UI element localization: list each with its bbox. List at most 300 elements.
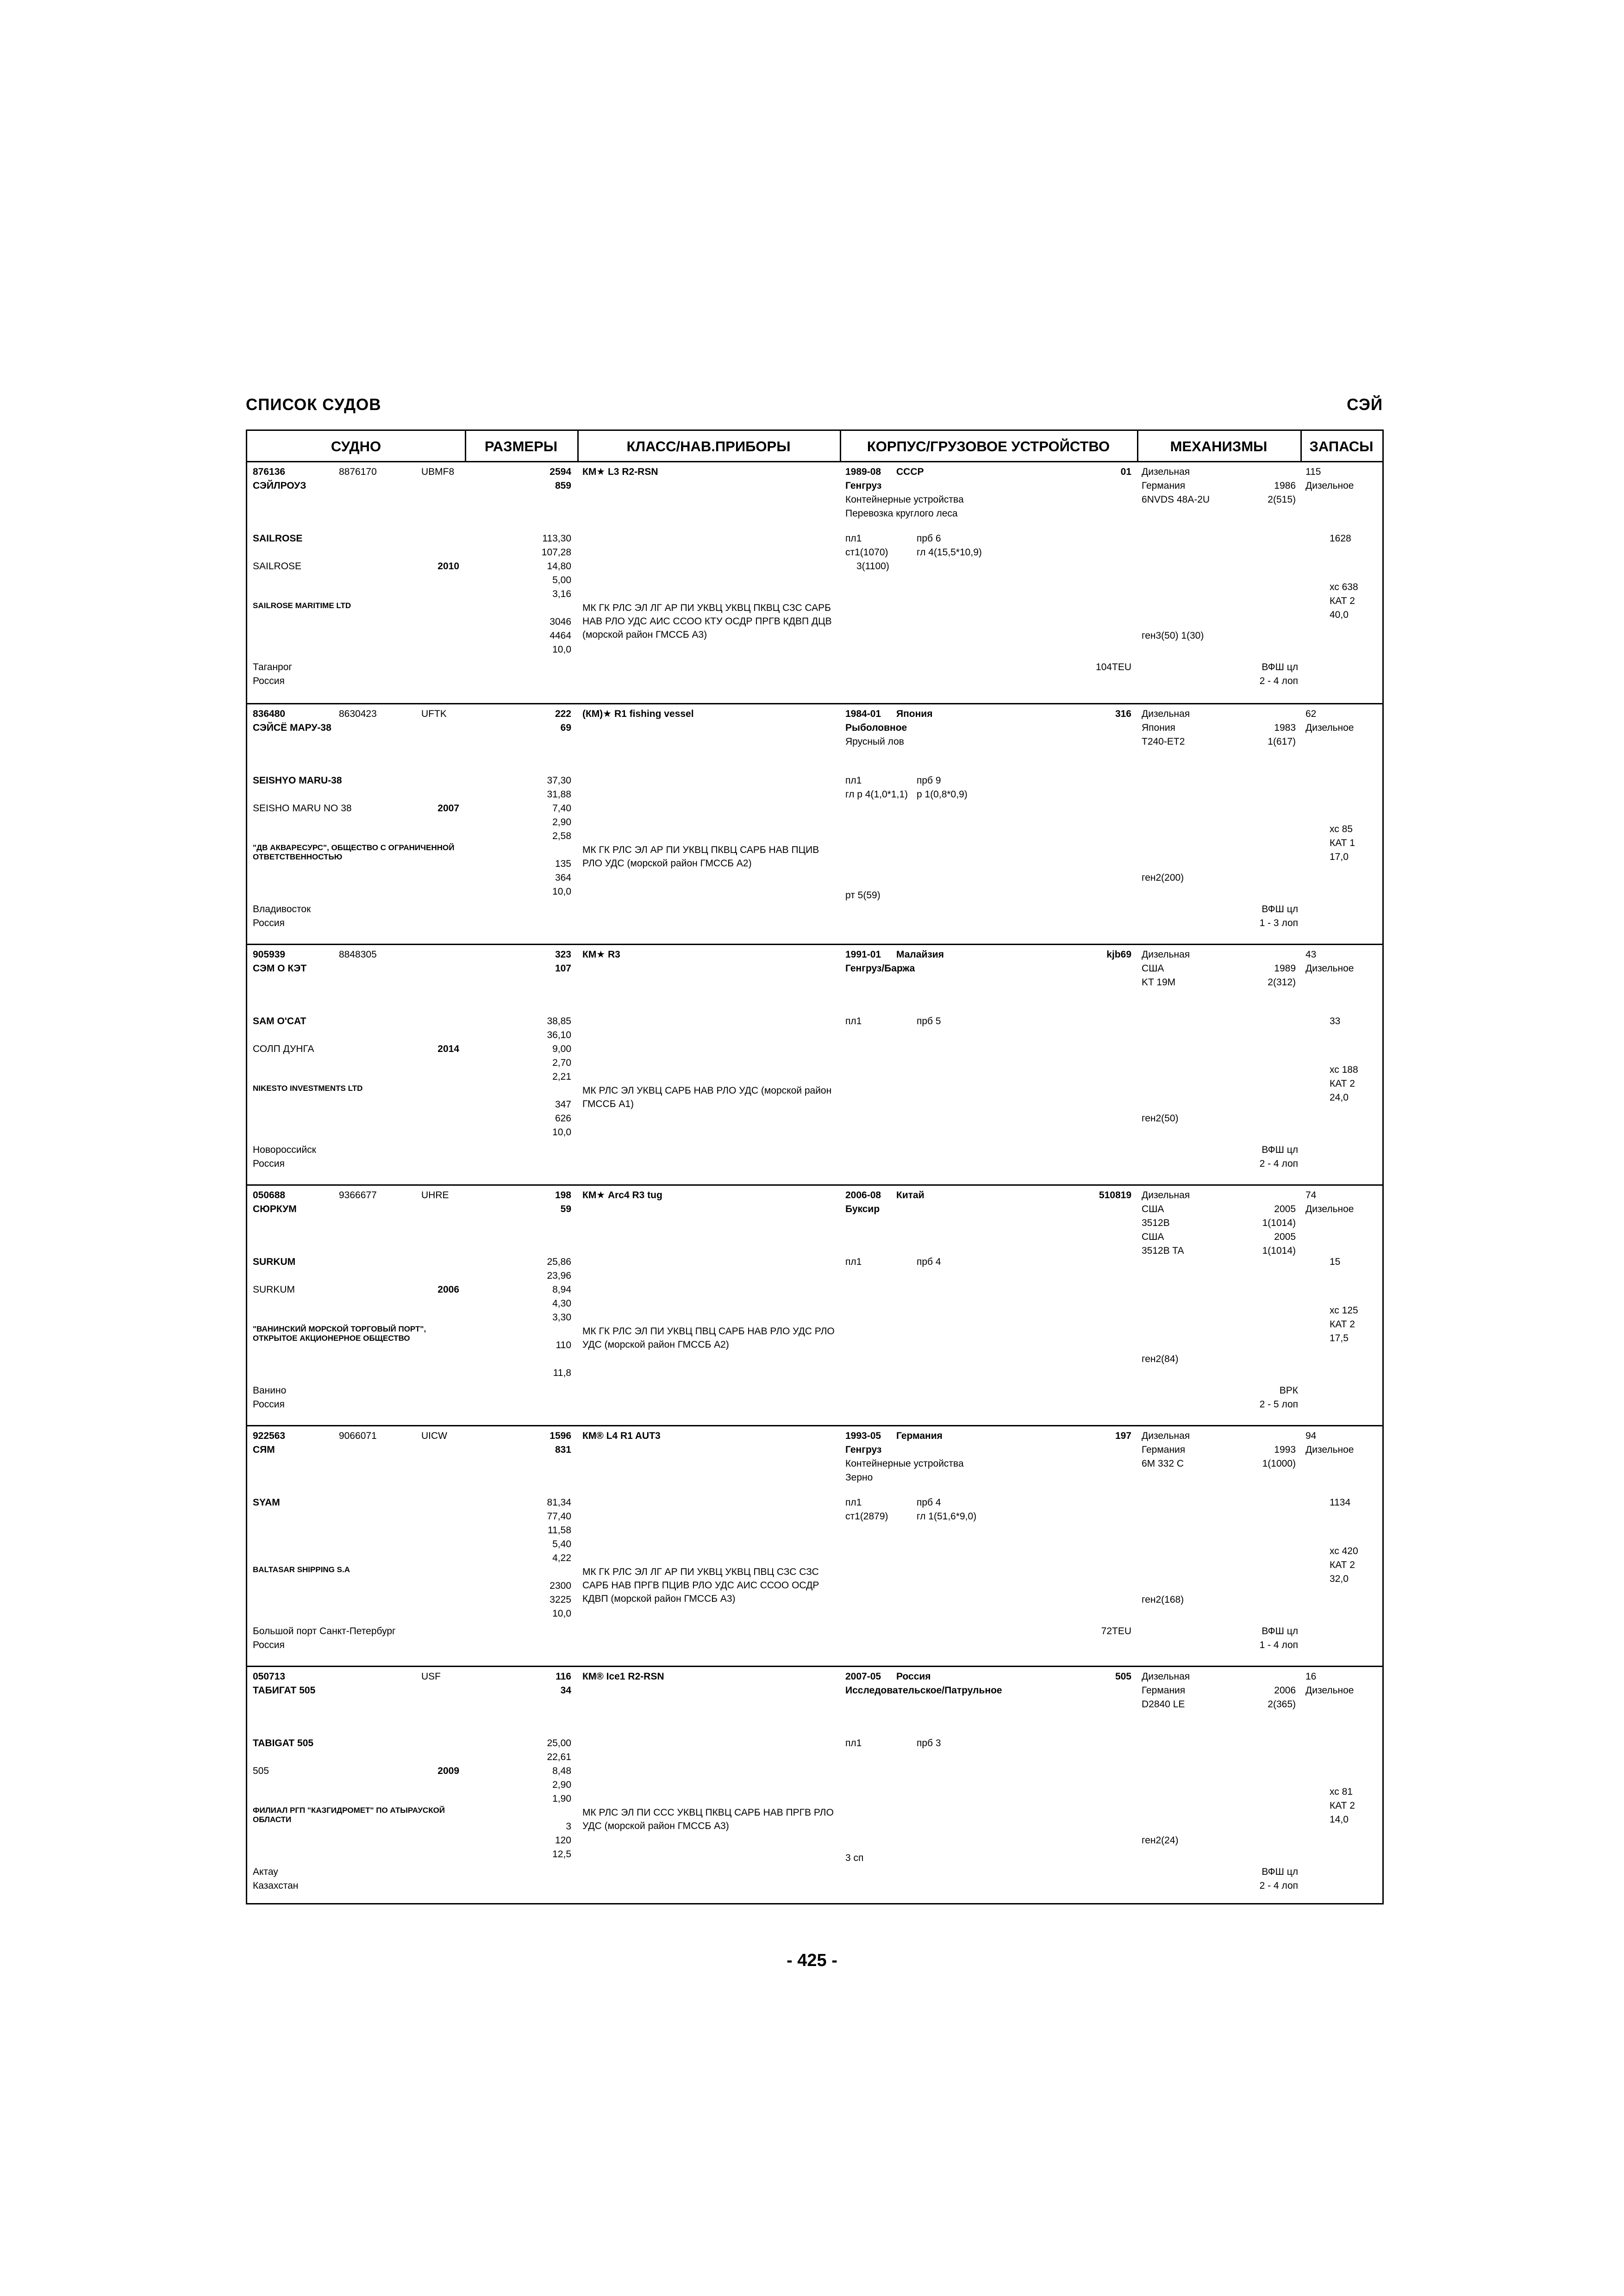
list-item: 14,0	[1330, 1814, 1349, 1825]
vessel-name-ru: СЯМ	[253, 1444, 275, 1455]
propeller-type: ВФШ цл	[1262, 662, 1298, 672]
deck-count: пл1	[845, 533, 862, 544]
propeller-type: ВФШ цл	[1262, 904, 1298, 915]
list-item: 10,0	[552, 1127, 571, 1138]
imo-number: 8630423	[339, 709, 377, 719]
flag-country: Россия	[253, 1158, 285, 1169]
list-item: хс 420	[1330, 1546, 1358, 1556]
deck-detail-2: гл 1(51,6*9,0)	[917, 1511, 977, 1522]
list-item: 25,86	[547, 1257, 571, 1267]
class-notation: КМ★ Arc4 R3 tug	[582, 1190, 662, 1201]
hull-features	[845, 735, 904, 749]
list-item: 31,88	[547, 789, 571, 800]
vessel-record	[247, 462, 1382, 703]
col-header-stores: ЗАПАСЫ	[1300, 431, 1382, 462]
fuel-capacity: 94	[1305, 1431, 1317, 1441]
list-item: 38,85	[547, 1016, 571, 1027]
list-item: хс 81	[1330, 1786, 1353, 1797]
list-item: 11,8	[553, 1368, 571, 1378]
owner: ФИЛИАЛ РГП "КАЗГИДРОМЕТ" ПО АТЫРАУСКОЙ ОБЛАСТИ	[253, 1806, 445, 1824]
engine-type: Дизельная	[1142, 709, 1190, 719]
engine-year: 1983	[1274, 722, 1296, 733]
vessel-name-en: TABIGAT 505	[253, 1738, 314, 1748]
former-name-year: 2014	[437, 1044, 459, 1054]
list-item: Контейнерные устройства	[845, 1458, 964, 1469]
list-item	[497, 843, 571, 857]
reg-number: 836480	[253, 709, 286, 719]
running-head: СЭЙ	[1347, 396, 1383, 414]
nav-equipment: МК ГК РЛС ЭЛ ЛГ АР ПИ УКВЦ УКВЦ ПКВЦ СЗС САРБ НАВ РЛО УДС АИС ССОО КТУ ОСДР ПРГВ КДВП ДЦВ (морской район ГМССБ А3)	[582, 603, 832, 640]
yard-number: kjb69	[1106, 949, 1131, 960]
bulkheads: прб 3	[917, 1738, 941, 1748]
nav-equipment: МК РЛС ЭЛ ПИ ССС УКВЦ ПКВЦ САРБ НАВ ПРГВ РЛО УДС (морской район ГМССБ А3)	[582, 1807, 834, 1831]
col-divider	[577, 431, 579, 462]
fuel-type: Дизельное	[1305, 963, 1354, 974]
vessel-record	[247, 703, 1382, 944]
gross-tonnage: 2594	[550, 467, 571, 477]
propeller-type: ВФШ цл	[1262, 1867, 1298, 1877]
owner: BALTASAR SHIPPING S.A	[253, 1565, 350, 1574]
list-item: 2,70	[552, 1058, 571, 1068]
former-name: SURKUM	[253, 1284, 295, 1295]
propeller-blades: 1 - 4 лоп	[1259, 1640, 1298, 1650]
reg-number: 905939	[253, 949, 286, 960]
list-item: 22,61	[547, 1752, 571, 1762]
class-notation: (КМ)★ R1 fishing vessel	[582, 709, 694, 719]
build-date: 2006-08	[845, 1190, 881, 1201]
engine-country: США	[1142, 1204, 1164, 1214]
list-item: КАТ 2	[1330, 1800, 1355, 1811]
list-item: Зерно	[845, 1472, 873, 1483]
list-item: 120	[555, 1835, 571, 1846]
vessel-record	[247, 1666, 1382, 1906]
vessel-name-ru: СЮРКУМ	[253, 1204, 297, 1214]
propeller-blades: 2 - 4 лоп	[1259, 1158, 1298, 1169]
imo-number: 8848305	[339, 949, 377, 960]
generators: ген3(50) 1(30)	[1142, 630, 1204, 641]
nav-equipment: МК ГК РЛС ЭЛ АР ПИ УКВЦ ПКВЦ САРБ НАВ ПЦИВ РЛО УДС (морской район ГМССБ А2)	[582, 845, 819, 869]
generators: ген2(168)	[1142, 1594, 1184, 1605]
flag-country: Россия	[253, 1399, 285, 1410]
former-name-year: 2007	[437, 803, 459, 814]
engine-count-power: 2(515)	[1268, 494, 1296, 505]
build-country: Китай	[896, 1190, 924, 1201]
list-item: 17,5	[1330, 1333, 1349, 1344]
list-item: КАТ 2	[1330, 1319, 1355, 1330]
build-country: Россия	[896, 1671, 931, 1682]
hull-type: Генгруз/Баржа	[845, 963, 915, 974]
hull-features	[845, 1457, 964, 1485]
bulkheads: прб 5	[917, 1016, 941, 1027]
build-country: СССР	[896, 467, 924, 477]
engine-country: Германия	[1142, 480, 1186, 491]
fuel-capacity: 115	[1305, 467, 1321, 477]
list-item: 5,40	[552, 1539, 571, 1549]
vessel-name-ru: ТАБИГАТ 505	[253, 1685, 316, 1696]
list-item: 12,5	[552, 1849, 571, 1860]
hull-type: Исследовательское/Патрульное	[845, 1685, 1002, 1696]
dimensions-list	[497, 532, 571, 657]
dimensions-list	[497, 774, 571, 899]
list-item: 10,0	[552, 644, 571, 655]
home-port: Большой порт Санкт-Петербург	[253, 1626, 396, 1636]
net-tonnage: 107	[555, 963, 571, 974]
gross-tonnage: 323	[555, 949, 571, 960]
col-header-machinery: МЕХАНИЗМЫ	[1137, 431, 1300, 462]
deck-count: пл1	[845, 775, 862, 786]
deck-detail-3: 3(1100)	[856, 561, 889, 572]
yard-number: 316	[1115, 709, 1131, 719]
deck-detail-1: ст1(1070)	[845, 547, 888, 558]
list-item: 8,48	[552, 1766, 571, 1776]
class-notation: КМ® L4 R1 AUT3	[582, 1431, 661, 1441]
build-country: Германия	[896, 1431, 943, 1441]
engine-country: Япония	[1142, 722, 1175, 733]
former-name-year: 2010	[437, 561, 459, 572]
imo-number: 9366677	[339, 1190, 377, 1201]
engine-model: 6M 332 C	[1142, 1458, 1184, 1469]
yard-number: 197	[1115, 1431, 1131, 1441]
list-item: 11,58	[548, 1525, 571, 1536]
deck-detail-1: гл р 4(1,0*1,1)	[845, 789, 908, 800]
vessel-name-en: SURKUM	[253, 1257, 296, 1267]
engine-model: 6NVDS 48A-2U	[1142, 494, 1210, 505]
dimensions-list	[497, 1255, 571, 1380]
deck-count: пл1	[845, 1738, 862, 1748]
flag-country: Россия	[253, 1640, 285, 1650]
vessel-name-en: SAM O'CAT	[253, 1016, 306, 1027]
list-item	[497, 1352, 571, 1366]
list-item: хс 188	[1330, 1064, 1358, 1075]
engine-country-2: США	[1142, 1232, 1164, 1242]
former-name: 505	[253, 1766, 269, 1776]
flag-country: Казахстан	[253, 1880, 299, 1891]
propeller-type: ВФШ цл	[1262, 1626, 1298, 1636]
former-name-year: 2009	[437, 1766, 459, 1776]
ship-register-table	[246, 429, 1384, 1904]
list-item: 7,40	[552, 803, 571, 814]
vessel-name-ru: СЭЙЛРОУЗ	[253, 480, 306, 491]
vessel-name-ru: СЭМ О КЭТ	[253, 963, 307, 974]
fuel-type: Дизельное	[1305, 1444, 1354, 1455]
list-item: 347	[555, 1099, 571, 1110]
teu-capacity: 72TEU	[1101, 1626, 1131, 1636]
engine-count-power: 2(312)	[1268, 977, 1296, 988]
col-header-dimensions: РАЗМЕРЫ	[465, 431, 577, 462]
col-header-vessel: СУДНО	[247, 431, 465, 462]
build-country: Япония	[896, 709, 933, 719]
engine-year: 1993	[1274, 1444, 1296, 1455]
net-tonnage: 59	[560, 1204, 571, 1214]
vessel-record	[247, 1184, 1382, 1425]
deck-count: пл1	[845, 1016, 862, 1027]
engine-model: T240-ET2	[1142, 736, 1185, 747]
engine-type: Дизельная	[1142, 949, 1190, 960]
class-notation: КМ★ R3	[582, 949, 620, 960]
propeller-blades: 2 - 5 лоп	[1259, 1399, 1298, 1410]
list-item: КАТ 2	[1330, 596, 1355, 606]
deck-detail-2: гл 4(15,5*10,9)	[917, 547, 982, 558]
list-item	[497, 1806, 571, 1820]
reg-number: 922563	[253, 1431, 286, 1441]
gross-tonnage: 116	[556, 1671, 571, 1682]
stores-capacity: 1134	[1330, 1497, 1351, 1508]
vessel-record	[247, 944, 1382, 1184]
vessel-name-en: SAILROSE	[253, 533, 303, 544]
engine-count-power: 2(365)	[1268, 1699, 1296, 1710]
list-item: КАТ 1	[1330, 838, 1355, 848]
home-port: Владивосток	[253, 904, 311, 915]
stores-capacity: 15	[1330, 1257, 1341, 1267]
deck-count: пл1	[845, 1497, 862, 1508]
hull-features	[845, 493, 964, 521]
hull-type: Генгруз	[845, 480, 882, 491]
list-item: КАТ 2	[1330, 1560, 1355, 1570]
home-port: Новороссийск	[253, 1145, 316, 1155]
list-item	[497, 1325, 571, 1338]
bulkheads: прб 6	[917, 533, 941, 544]
crew-extra: рт 5(59)	[845, 890, 881, 901]
generators: ген2(50)	[1142, 1113, 1179, 1124]
call-sign: USF	[421, 1671, 441, 1682]
list-item: 2300	[550, 1580, 571, 1591]
col-divider	[1137, 431, 1138, 462]
engine-type: Дизельная	[1142, 1190, 1190, 1201]
class-notation: КМ® Ice1 R2-RSN	[582, 1671, 664, 1682]
engine-year: 1989	[1274, 963, 1296, 974]
list-item	[497, 1565, 571, 1579]
list-item: Контейнерные устройства	[845, 494, 964, 505]
generators: ген2(84)	[1142, 1354, 1179, 1364]
call-sign: UFTK	[421, 709, 447, 719]
list-item: 113,30	[542, 533, 571, 544]
stores-list	[1330, 1785, 1355, 1827]
list-item	[497, 1084, 571, 1098]
list-item: 2,21	[552, 1071, 571, 1082]
home-port: Ванино	[253, 1385, 287, 1396]
engine-model: KT 19M	[1142, 977, 1176, 988]
owner: NIKESTO INVESTMENTS LTD	[253, 1084, 363, 1093]
list-item: 81,34	[547, 1497, 571, 1508]
gross-tonnage: 1596	[550, 1431, 571, 1441]
list-item: 10,0	[552, 1608, 571, 1619]
reg-number: 050688	[253, 1190, 286, 1201]
engine-count-power: 1(1000)	[1262, 1458, 1296, 1469]
build-date: 1991-01	[845, 949, 881, 960]
engine-year: 1986	[1274, 480, 1296, 491]
stores-list	[1330, 580, 1358, 622]
owner: "ДВ АКВАРЕСУРС", ОБЩЕСТВО С ОГРАНИЧЕННОЙ ОТВЕТСТВЕННОСТЬЮ	[253, 843, 455, 861]
engine-count-power: 1(1014)	[1262, 1218, 1296, 1228]
fuel-capacity: 43	[1305, 949, 1317, 960]
col-header-hull: КОРПУС/ГРУЗОВОЕ УСТРОЙСТВО	[840, 431, 1137, 462]
propeller-blades: 2 - 4 лоп	[1259, 676, 1298, 686]
dimensions-list	[497, 1736, 571, 1861]
list-item: 2,90	[552, 1780, 571, 1790]
net-tonnage: 859	[555, 480, 571, 491]
col-header-class: КЛАСС/НАВ.ПРИБОРЫ	[577, 431, 840, 462]
col-divider	[1300, 431, 1302, 462]
former-name: СОЛП ДУНГА	[253, 1044, 314, 1054]
list-item: 110	[556, 1340, 571, 1350]
list-item: хс 125	[1330, 1305, 1358, 1316]
gross-tonnage: 222	[555, 709, 571, 719]
fuel-capacity: 62	[1305, 709, 1317, 719]
bulkheads: прб 4	[917, 1257, 941, 1267]
former-name: SEISHO MARU NO 38	[253, 803, 352, 814]
nav-equipment: МК РЛС ЭЛ УКВЦ САРБ НАВ РЛО УДС (морской район ГМССБ А1)	[582, 1085, 832, 1109]
owner: SAILROSE MARITIME LTD	[253, 601, 351, 610]
engine-country: Германия	[1142, 1685, 1186, 1696]
list-item: 364	[555, 872, 571, 883]
page-title: СПИСОК СУДОВ	[246, 396, 381, 414]
fuel-capacity: 74	[1305, 1190, 1317, 1201]
list-item: 3225	[550, 1594, 571, 1605]
engine-type: Дизельная	[1142, 1671, 1190, 1682]
former-name: SAILROSE	[253, 561, 302, 572]
engine-model: D2840 LE	[1142, 1699, 1185, 1710]
col-divider	[465, 431, 466, 462]
fuel-capacity: 16	[1305, 1671, 1317, 1682]
hull-type: Генгруз	[845, 1444, 882, 1455]
list-item: 23,96	[547, 1270, 571, 1281]
fuel-type: Дизельное	[1305, 722, 1354, 733]
list-item: 14,80	[547, 561, 571, 572]
list-item: 25,00	[547, 1738, 571, 1748]
class-notation: КМ★ L3 R2-RSN	[582, 467, 658, 477]
home-port: Актау	[253, 1867, 278, 1877]
list-item: 40,0	[1330, 610, 1349, 620]
dimensions-list	[497, 1014, 571, 1139]
hull-type: Буксир	[845, 1204, 880, 1214]
engine-country: Германия	[1142, 1444, 1186, 1455]
list-item: 3046	[550, 616, 571, 627]
bulkheads: прб 9	[917, 775, 941, 786]
list-item: 135	[555, 859, 571, 869]
list-item: 3,16	[552, 589, 571, 599]
engine-count-power-2: 1(1014)	[1262, 1245, 1296, 1256]
engine-model-2: 3512B TA	[1142, 1245, 1184, 1256]
yard-number: 505	[1115, 1671, 1131, 1682]
engine-model: 3512B	[1142, 1218, 1170, 1228]
reg-number: 876136	[253, 467, 286, 477]
build-date: 1993-05	[845, 1431, 881, 1441]
list-item: 2,90	[552, 817, 571, 828]
fuel-type: Дизельное	[1305, 1204, 1354, 1214]
list-item: хс 638	[1330, 582, 1358, 592]
yard-number: 510819	[1099, 1190, 1131, 1201]
list-item: 37,30	[547, 775, 571, 786]
engine-type: Дизельная	[1142, 1431, 1190, 1441]
fuel-type: Дизельное	[1305, 480, 1354, 491]
list-item: 32,0	[1330, 1574, 1349, 1584]
vessel-name-en: SEISHYO MARU-38	[253, 775, 342, 786]
former-name-year: 2006	[437, 1284, 459, 1295]
net-tonnage: 831	[555, 1444, 571, 1455]
flag-country: Россия	[253, 918, 285, 928]
generators: ген2(24)	[1142, 1835, 1179, 1846]
list-item: 77,40	[547, 1511, 571, 1522]
list-item: КАТ 2	[1330, 1078, 1355, 1089]
vessel-name-en: SYAM	[253, 1497, 280, 1508]
propeller-type: ВФШ цл	[1262, 1145, 1298, 1155]
list-item: Перевозка круглого леса	[845, 508, 958, 519]
net-tonnage: 34	[560, 1685, 571, 1696]
list-item: 4,22	[552, 1553, 571, 1563]
call-sign: UICW	[421, 1431, 447, 1441]
list-item: 17,0	[1330, 852, 1349, 862]
yard-number: 01	[1120, 467, 1131, 477]
hull-type: Рыболовное	[845, 722, 907, 733]
call-sign: UBMF8	[421, 467, 455, 477]
vessel-record	[247, 1425, 1382, 1666]
build-date: 2007-05	[845, 1671, 881, 1682]
reg-number: 050713	[253, 1671, 286, 1682]
stores-list	[1330, 1063, 1358, 1105]
build-country: Малайзия	[896, 949, 944, 960]
stores-list	[1330, 1304, 1358, 1345]
teu-capacity: 104TEU	[1095, 662, 1131, 672]
imo-number: 8876170	[339, 467, 377, 477]
build-date: 1984-01	[845, 709, 881, 719]
dimensions-list	[497, 1496, 571, 1621]
list-item: 107,28	[541, 547, 571, 558]
col-divider	[840, 431, 841, 462]
list-item: 4,30	[552, 1298, 571, 1309]
list-item: хс 85	[1330, 824, 1353, 834]
engine-country: США	[1142, 963, 1164, 974]
deck-detail-1: ст1(2879)	[845, 1511, 888, 1522]
net-tonnage: 69	[560, 722, 571, 733]
list-item: 1,90	[552, 1793, 571, 1804]
list-item: 626	[555, 1113, 571, 1124]
vessel-name-ru: СЭЙСЁ МАРУ-38	[253, 722, 331, 733]
list-item: 3,30	[552, 1312, 571, 1323]
page-number: - 425 -	[787, 1951, 837, 1970]
deck-detail-2: р 1(0,8*0,9)	[917, 789, 968, 800]
stores-list	[1330, 822, 1355, 864]
stores-capacity: 33	[1330, 1016, 1341, 1027]
list-item: 24,0	[1330, 1092, 1349, 1103]
flag-country: Россия	[253, 676, 285, 686]
call-sign: UHRE	[421, 1190, 449, 1201]
gross-tonnage: 198	[555, 1190, 571, 1201]
list-item: 5,00	[552, 575, 571, 585]
owner: "ВАНИНСКИЙ МОРСКОЙ ТОРГОВЫЙ ПОРТ", ОТКРЫТОЕ АКЦИОНЕРНОЕ ОБЩЕСТВО	[253, 1325, 426, 1343]
engine-year-2: 2005	[1274, 1232, 1296, 1242]
list-item: 9,00	[552, 1044, 571, 1054]
engine-type: Дизельная	[1142, 467, 1190, 477]
stores-list	[1330, 1544, 1358, 1586]
deck-count: пл1	[845, 1257, 862, 1267]
fuel-type: Дизельное	[1305, 1685, 1354, 1696]
stores-capacity: 1628	[1330, 533, 1351, 544]
nav-equipment: МК ГК РЛС ЭЛ ПИ УКВЦ ПВЦ САРБ НАВ РЛО УДС РЛО УДС (морской район ГМССБ А2)	[582, 1326, 835, 1350]
list-item: Ярусный лов	[845, 736, 904, 747]
list-item: 2,58	[552, 831, 571, 841]
list-item: 8,94	[552, 1284, 571, 1295]
list-item: 4464	[550, 630, 571, 641]
imo-number: 9066071	[339, 1431, 377, 1441]
engine-year: 2006	[1274, 1685, 1296, 1696]
engine-year: 2005	[1274, 1204, 1296, 1214]
list-item: 36,10	[547, 1030, 571, 1040]
list-item: 3	[566, 1821, 571, 1832]
propeller-blades: 1 - 3 лоп	[1259, 918, 1298, 928]
propeller-type: ВРК	[1279, 1385, 1298, 1396]
generators: ген2(200)	[1142, 872, 1184, 883]
list-item: 10,0	[552, 886, 571, 897]
